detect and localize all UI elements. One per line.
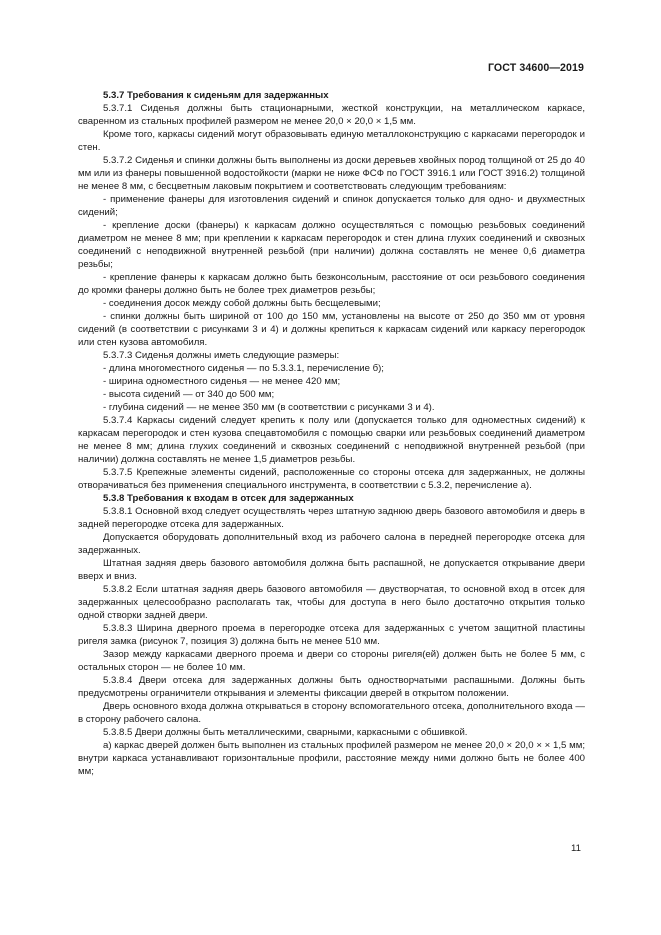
standard-code-header: ГОСТ 34600—2019 bbox=[487, 62, 584, 74]
paragraph: Штатная задняя дверь базового автомобиля должна быть распашной, не допускается открывание двери вверх и вниз. bbox=[78, 558, 585, 582]
paragraph: 5.3.7.4 Каркасы сидений следует крепить к полу или (допускается только для одноместных сидений) к каркасам перегородок и стен кузова спецавтомобиля с помощью сварки или резьбовых соединений диаметром не менее 8 мм; длина глухих соединений и сквозных соединений с неподвижной внутренней резьбой (при наличии) должна составлять не менее 1,5 диаметров резьбы. bbox=[78, 415, 585, 465]
paragraph: 5.3.8.3 Ширина дверного проема в перегородке отсека для задержанных с учетом защитной пластины ригеля замка (рисунок 7, позиция 3) должна быть не менее 510 мм. bbox=[78, 623, 585, 647]
page-number: 11 bbox=[571, 843, 581, 854]
list-item: - крепление фанеры к каркасам должно быть безконсольным, расстояние от оси резьбового соединения до кромки фанеры должно быть не более трех диаметров резьбы; bbox=[78, 272, 585, 296]
paragraph: 5.3.7.3 Сиденья должны иметь следующие размеры: bbox=[103, 350, 340, 361]
list-item: - длина многоместного сиденья — по 5.3.3.1, перечисление б); bbox=[103, 363, 384, 374]
paragraph: Кроме того, каркасы сидений могут образовывать единую металлоконструкцию с каркасами перегородок и стен. bbox=[78, 129, 585, 153]
paragraph: Дверь основного входа должна открываться в сторону вспомогательного отсека, дополнительного входа — в сторону рабочего салона. bbox=[78, 701, 585, 725]
list-item: - крепление доски (фанеры) к каркасам должно осуществляться с помощью резьбовых соединений диаметром не менее 8 мм; при креплении к каркасам перегородок и стен длина глухих соединений и сквозных соединений с неподвижной внутренней резьбой (при наличии) должна составлять не менее 0,6 диаметра резьбы; bbox=[78, 220, 585, 270]
paragraph: Допускается оборудовать дополнительный вход из рабочего салона в передней перегородке отсека для задержанных. bbox=[78, 532, 585, 556]
paragraph: 5.3.7.1 Сиденья должны быть стационарными, жесткой конструкции, на металлическом каркасе, сваренном из стальных профилей размером не менее 20,0 × 20,0 × 1,5 мм. bbox=[78, 103, 585, 127]
paragraph: 5.3.7.2 Сиденья и спинки должны быть выполнены из доски деревьев хвойных пород толщиной от 25 до 40 мм или из фанеры повышенной водостойкости (марки не ниже ФСФ по ГОСТ 3916.1 или ГОСТ 3916.2) толщиной не менее 8 мм, с бесцветным лаковым покрытием и соответствовать следующим требованиям: bbox=[78, 155, 585, 192]
list-item: а) каркас дверей должен быть выполнен из стальных профилей размером не менее 20,0 × 20,0 × × 1,5 мм; внутри каркаса устанавливают горизонтальные профили, расстояние между ними должно быть не более 400 мм; bbox=[78, 740, 585, 777]
paragraph: 5.3.7.5 Крепежные элементы сидений, расположенные со стороны отсека для задержанных, не должны отворачиваться без применения специального инструмента, в соответствии с 5.3.2, перечисление а). bbox=[78, 467, 585, 491]
list-item: - соединения досок между собой должны быть бесщелевыми; bbox=[103, 298, 381, 309]
body-text bbox=[78, 89, 585, 778]
paragraph: 5.3.8.2 Если штатная задняя дверь базового автомобиля — двустворчатая, то основной вход в отсек для задержанных целесообразно располагать так, чтобы для доступа в него было достаточно открытия только одной створки задней двери. bbox=[78, 584, 585, 621]
list-item: - глубина сидений — не менее 350 мм (в соответствии с рисунками 3 и 4). bbox=[103, 402, 435, 413]
paragraph: 5.3.8.4 Двери отсека для задержанных должны быть одностворчатыми распашными. Должны быть предусмотрены ограничители открывания и элементы фиксации дверей в открытом положении. bbox=[78, 675, 585, 699]
paragraph: 5.3.8.5 Двери должны быть металлическими, сварными, каркасными с обшивкой. bbox=[103, 727, 468, 738]
section-heading: 5.3.7 Требования к сиденьям для задержанных bbox=[103, 90, 329, 101]
list-item: - применение фанеры для изготовления сидений и спинок допускается только для одно- и двухместных сидений; bbox=[78, 194, 585, 218]
section-heading: 5.3.8 Требования к входам в отсек для задержанных bbox=[103, 493, 354, 504]
list-item: - спинки должны быть шириной от 100 до 150 мм, установлены на высоте от 250 до 350 мм от уровня сидений (в соответствии с рисунками 3 и 4) и должны крепиться к каркасам сидений или каркасу перегородок или стен кузова автомобиля. bbox=[78, 311, 585, 348]
list-item: - высота сидений — от 340 до 500 мм; bbox=[103, 389, 275, 400]
list-item: - ширина одноместного сиденья — не менее 420 мм; bbox=[103, 376, 341, 387]
paragraph: 5.3.8.1 Основной вход следует осуществлять через штатную заднюю дверь базового автомобиля и дверь в задней перегородке отсека для задержанных. bbox=[78, 506, 585, 530]
paragraph: Зазор между каркасами дверного проема и двери со стороны ригеля(ей) должен быть не более 5 мм, с остальных сторон — не более 10 мм. bbox=[78, 649, 585, 673]
